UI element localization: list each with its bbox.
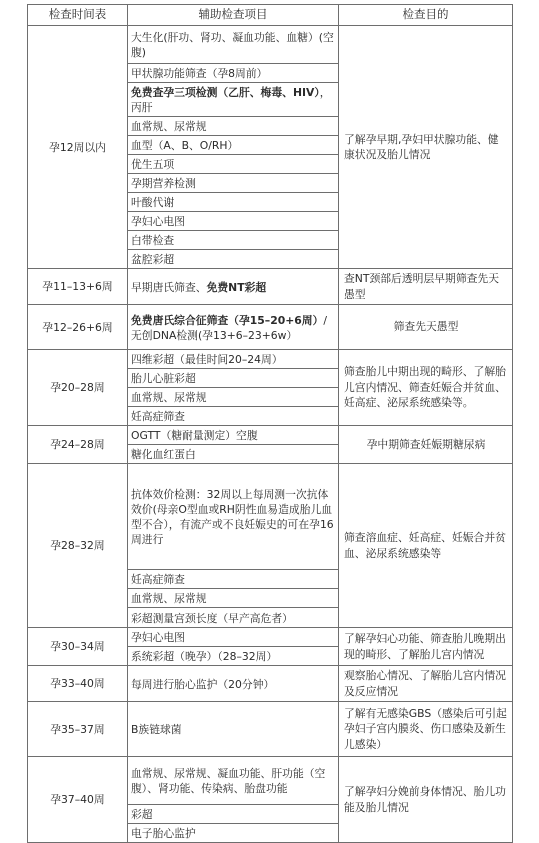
purpose-cell: 查NT颈部后透明层早期筛查先天愚型 <box>339 269 513 305</box>
exam-item-text: 血常规、尿常规 <box>131 391 207 404</box>
exam-item-cell <box>128 464 339 570</box>
exam-item-cell <box>128 647 339 666</box>
table-row <box>28 350 513 369</box>
exam-item-text: 糖化血红蛋白 <box>131 448 196 461</box>
period-cell: 孕35–37周 <box>28 702 128 757</box>
purpose-cell: 筛查溶血症、妊高症、妊娠合并贫血、泌尿系统感染等 <box>339 464 513 628</box>
exam-item-cell <box>128 407 339 426</box>
table-row <box>28 464 513 570</box>
purpose-cell: 筛查胎儿中期出现的畸形、了解胎儿宫内情况、筛查妊娠合并贫血、妊高症、泌尿系统感染等。 <box>339 350 513 426</box>
exam-item-text: 叶酸代谢 <box>131 196 175 209</box>
exam-item-cell <box>128 117 339 136</box>
exam-item-cell <box>128 369 339 388</box>
exam-item-cell <box>128 136 339 155</box>
exam-item-cell <box>128 174 339 193</box>
exam-item-cell <box>128 702 339 757</box>
exam-item-text: ，丙肝 <box>131 86 331 114</box>
period-cell: 孕30–34周 <box>28 628 128 666</box>
exam-item-cell <box>128 589 339 608</box>
table-row <box>28 269 513 305</box>
exam-item-cell <box>128 666 339 702</box>
exam-item-text: /无创DNA检测(孕13+6–23+6w） <box>131 313 328 342</box>
table-row <box>28 757 513 805</box>
exam-item-text: 每周进行胎心监护（20分钟） <box>131 677 275 691</box>
table-row <box>28 666 513 702</box>
exam-item-cell <box>128 824 339 843</box>
exam-item-cell <box>128 628 339 647</box>
exam-item-cell <box>128 269 339 305</box>
exam-item-text: OGTT（糖耐量测定）空腹 <box>131 429 258 442</box>
header-purpose: 检查目的 <box>339 5 513 26</box>
exam-item-cell <box>128 193 339 212</box>
exam-item-text: 彩超 <box>131 808 153 821</box>
purpose-cell: 了解孕妇心功能、筛查胎儿晚期出现的畸形、了解胎儿宫内情况 <box>339 628 513 666</box>
table-row <box>28 426 513 445</box>
exam-item-cell <box>128 83 339 117</box>
free-exam-highlight: 免费唐氏综合征筛查（孕15–20+6周） <box>131 313 324 327</box>
exam-item-text: 孕妇心电图 <box>131 631 185 644</box>
exam-item-cell <box>128 64 339 83</box>
exam-item-cell <box>128 155 339 174</box>
exam-item-text: 四维彩超（最佳时间20–24周） <box>131 353 283 366</box>
exam-item-text: 孕妇心电图 <box>131 215 185 228</box>
period-cell: 孕24–28周 <box>28 426 128 464</box>
exam-item-cell <box>128 570 339 589</box>
exam-item-text: 胎儿心脏彩超 <box>131 372 196 385</box>
exam-item-cell <box>128 426 339 445</box>
period-cell: 孕12–26+6周 <box>28 305 128 350</box>
exam-item-cell <box>128 388 339 407</box>
table-row <box>28 305 513 350</box>
exam-item-text: 抗体效价检测：32周以上每周测一次抗体效价(母亲O型血或RH阴性血易造成胎儿血型不合），有流产或不良妊娠史的可在孕16周进行 <box>131 488 334 546</box>
exam-item-text: 血常规、尿常规、凝血功能、肝功能（空腹）、肾功能、传染病、胎盘功能 <box>131 767 326 795</box>
exam-item-cell <box>128 608 339 628</box>
exam-item-cell <box>128 231 339 250</box>
free-exam-highlight: 免费NT彩超 <box>206 280 267 294</box>
purpose-cell: 了解孕妇分娩前身体情况、胎儿功能及胎儿情况 <box>339 757 513 843</box>
table-row <box>28 26 513 64</box>
header-row <box>28 5 513 26</box>
period-cell: 孕12周以内 <box>28 26 128 269</box>
exam-item-cell <box>128 757 339 805</box>
exam-item-text: 优生五项 <box>131 158 175 171</box>
exam-item-cell <box>128 26 339 64</box>
table-row <box>28 628 513 647</box>
table-body <box>28 26 513 843</box>
exam-item-text: 妊高症筛查 <box>131 573 185 586</box>
exam-item-text: 血常规、尿常规 <box>131 592 207 605</box>
prenatal-exam-schedule-table <box>27 4 513 843</box>
free-exam-highlight: 免费查孕三项检测（乙肝、梅毒、HIV） <box>131 86 320 99</box>
table-row <box>28 702 513 757</box>
purpose-cell: 孕中期筛查妊娠期糖尿病 <box>339 426 513 464</box>
exam-item-text: 血型（A、B、O/RH） <box>131 139 239 152</box>
exam-item-cell <box>128 445 339 464</box>
exam-item-cell <box>128 350 339 369</box>
exam-item-text: 系统彩超（晚孕）（28–32周） <box>131 650 278 663</box>
header-items: 辅助检查项目 <box>128 5 339 26</box>
period-cell: 孕37–40周 <box>28 757 128 843</box>
exam-item-cell <box>128 305 339 350</box>
exam-item-text: 大生化(肝功、肾功、凝血功能、血糖）(空腹) <box>131 31 334 59</box>
period-cell: 孕33–40周 <box>28 666 128 702</box>
period-cell: 孕20–28周 <box>28 350 128 426</box>
purpose-cell: 观察胎心情况、了解胎儿宫内情况及反应情况 <box>339 666 513 702</box>
purpose-cell: 筛查先天愚型 <box>339 305 513 350</box>
header-period: 检查时间表 <box>28 5 128 26</box>
exam-item-text: 盆腔彩超 <box>131 253 175 266</box>
exam-item-text: 电子胎心监护 <box>131 827 196 840</box>
period-cell: 孕11–13+6周 <box>28 269 128 305</box>
exam-item-text: 白带检查 <box>131 234 175 247</box>
purpose-cell: 了解有无感染GBS（感染后可引起孕妇子宫内膜炎、伤口感染及新生儿感染） <box>339 702 513 757</box>
exam-item-cell <box>128 250 339 269</box>
exam-item-text: 早期唐氏筛查、 <box>131 280 207 294</box>
purpose-cell: 了解孕早期,孕妇甲状腺功能、健康状况及胎儿情况 <box>339 26 513 269</box>
exam-item-text: 血常规、尿常规 <box>131 120 207 133</box>
exam-item-cell <box>128 805 339 824</box>
exam-item-text: 孕期营养检测 <box>131 177 196 190</box>
exam-item-text: 甲状腺功能筛查（孕8周前） <box>131 67 268 80</box>
period-cell: 孕28–32周 <box>28 464 128 628</box>
exam-item-cell <box>128 212 339 231</box>
exam-item-text: 妊高症筛查 <box>131 410 185 423</box>
exam-item-text: 彩超测量宫颈长度（早产高危者） <box>131 611 293 625</box>
exam-item-text: B族链球菌 <box>131 723 182 736</box>
